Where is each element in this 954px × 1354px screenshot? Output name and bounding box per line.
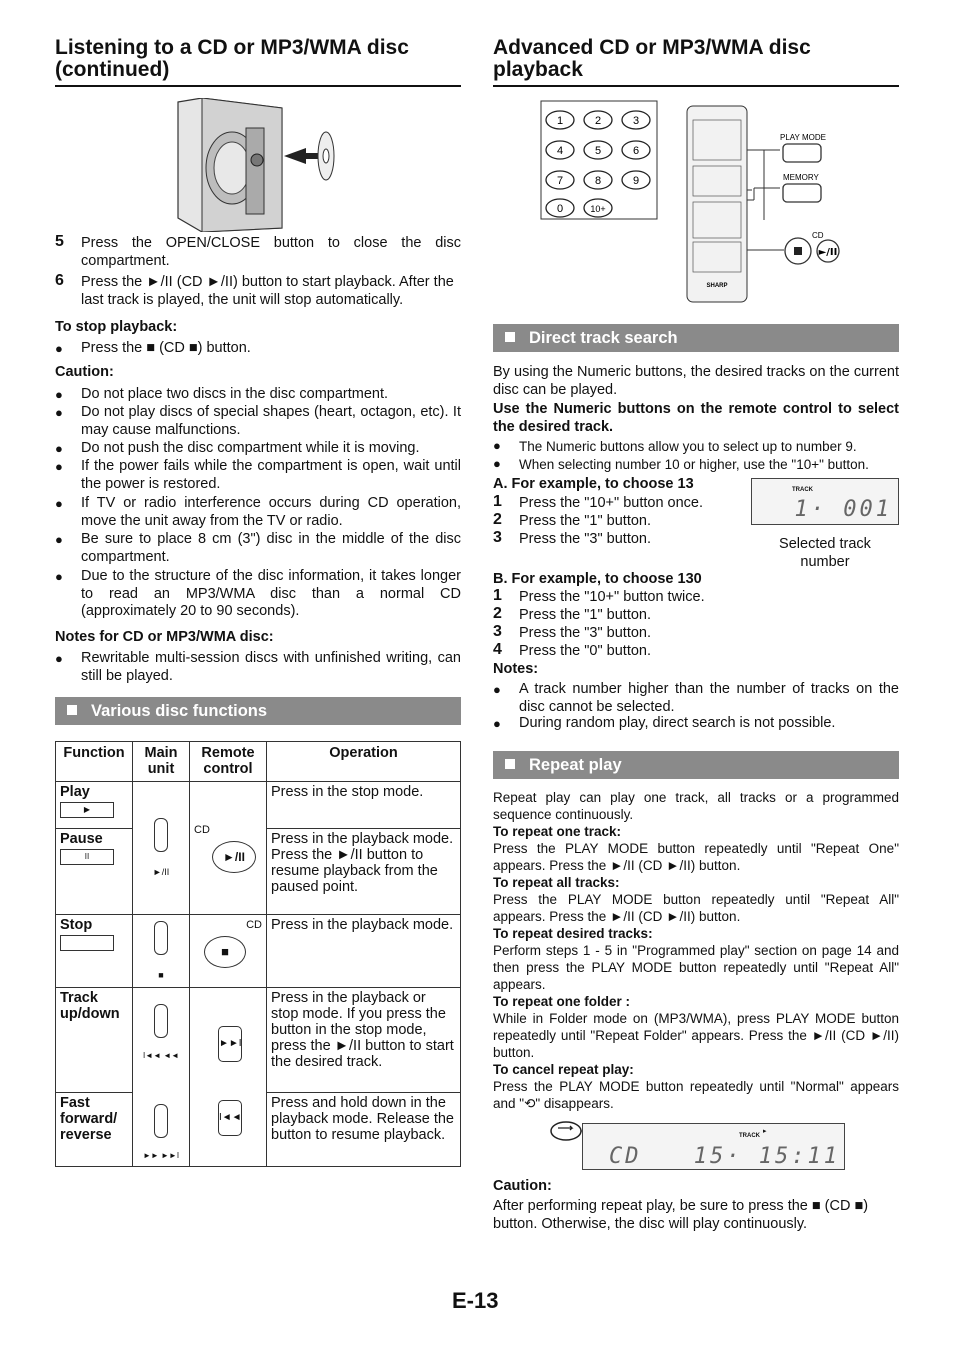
bullet: ● <box>55 405 63 420</box>
caution-item: If the power fails while the compartment is open, wait until the power is restored. <box>81 458 461 492</box>
bullet: ● <box>55 569 63 584</box>
remote-control-illustration <box>540 100 840 305</box>
numeric-key-label: 6 <box>632 145 640 157</box>
bullet: ● <box>55 496 63 511</box>
direct-instruction: Use the Numeric buttons on the remote control to select the desired track. <box>493 401 899 435</box>
example-b-heading: B. For example, to choose 130 <box>493 571 702 587</box>
play-mode-button-icon <box>783 144 821 162</box>
main-unit-stop: ■ <box>133 915 190 988</box>
header-main-unit: Main unit <box>133 742 190 782</box>
row-track: Track up/down <box>56 988 133 1093</box>
bullet: ● <box>55 651 63 666</box>
pause-key-icon: II <box>60 849 114 865</box>
bullet: ● <box>493 716 501 731</box>
step-text: Press the "3" button. <box>519 625 652 641</box>
disc-functions-table <box>55 741 461 1167</box>
various-disc-functions-bar: Various disc functions <box>55 697 461 725</box>
repeat-play-bar: Repeat play <box>493 751 899 779</box>
lcd-caption: Selected track number <box>779 536 871 570</box>
numeric-key-label: 3 <box>632 115 640 127</box>
numeric-key-label: 5 <box>594 145 602 157</box>
header-operation: Operation <box>267 742 461 782</box>
notes-heading: Notes for CD or MP3/WMA disc: <box>55 629 274 645</box>
remote-stop: CD ■ <box>190 915 267 988</box>
header-function: Function <box>56 742 133 782</box>
track-display-lcd: TRACK 1· 001 <box>751 478 899 525</box>
bullet: ● <box>55 532 63 547</box>
numeric-key-label: 8 <box>594 175 602 187</box>
step-number: 2 <box>493 605 502 622</box>
left-section-title: Listening to a CD or MP3/WMA disc (continued) <box>55 37 461 87</box>
bullet: ● <box>55 459 63 474</box>
bullet: ● <box>55 387 63 402</box>
main-unit-button-icon <box>154 818 168 852</box>
stop-key-icon <box>60 935 114 951</box>
note-item: During random play, direct search is not possible. <box>519 715 836 731</box>
numeric-key-label: 10+ <box>590 204 606 214</box>
main-unit-button-icon <box>154 1104 168 1138</box>
direct-bullet-2: When selecting number 10 or higher, use the "10+" button. <box>519 457 869 472</box>
memory-button-icon <box>783 184 821 202</box>
step-text: Press the "1" button. <box>519 513 652 529</box>
repeat-display-lcd: TRACK ▸ CD 15· 15:11 <box>582 1123 845 1170</box>
step-number: 3 <box>493 529 502 546</box>
remote-playpause: CD ►/II <box>190 782 267 915</box>
repeat-indicator-icon <box>548 1118 584 1144</box>
pause-operation: Press in the playback mode. Press the ►/II button to resume playback from the paused point. <box>267 829 461 915</box>
main-unit-track: I◄◄ ◄◄ ►► ►►I <box>133 988 190 1167</box>
note-item: A track number higher than the number of tracks on the disc cannot be selected. <box>519 681 899 715</box>
numeric-key-label: 4 <box>556 145 564 157</box>
row-pause: Pause II <box>56 829 133 915</box>
bullet: ● <box>493 456 501 471</box>
example-a-heading: A. For example, to choose 13 <box>493 476 694 492</box>
step-text: Press the "3" button. <box>519 531 652 547</box>
header-remote: Remote control <box>190 742 267 782</box>
play-mode-label: PLAY MODE <box>780 133 826 142</box>
row-play: Play ▶ <box>56 782 133 829</box>
numeric-key-label: 0 <box>556 203 564 215</box>
right-section-title: Advanced CD or MP3/WMA disc playback <box>493 37 899 87</box>
step-number: 1 <box>493 587 502 604</box>
direct-intro: By using the Numeric buttons, the desired tracks on the current disc can be played. <box>493 364 899 398</box>
bullet: ● <box>55 341 63 356</box>
step-6-text: Press the ►/II (CD ►/II) button to start playback. After the last track is played, the unit will stop automatically. <box>81 274 454 308</box>
repeat-caution-heading: Caution: <box>493 1178 552 1194</box>
step-text: Press the "10+" button once. <box>519 495 704 511</box>
caution-item: Do not push the disc compartment while it is moving. <box>81 440 420 456</box>
remote-track <box>190 988 267 1167</box>
bullet: ● <box>493 438 501 453</box>
caution-item: Due to the structure of the disc information, it takes longer to read an MP3/WMA disc than a normal CD (approximately 20 to 90 seconds). <box>81 568 461 619</box>
next-track-remote-icon: ►►I <box>218 1026 242 1062</box>
main-unit-playpause: ►/II <box>133 782 190 915</box>
repeat-section: Repeat play can play one track, all tracks or a programmed sequence continuously. To repeat one track: Press the PLAY MODE button repeatedly until "Repeat One" appears. Press the ►/II (CD ►/II) button. To repeat all tracks: Press the PLAY MODE button repeatedly until "Repeat All" appears. Press the ►/II (CD ►/II) button. To repeat desired tracks: Perform steps 1 - 5 in "Programmed play" section on page 14 and then press the PLAY MODE button repeatedly until "Repeat All" appears. To repeat one folder : While in Folder mode on (MP3/WMA), press PLAY MODE button repeatedly until "Repeat Folder" appears. Press the ►/II (CD ►/II) button. To cancel repeat play: Press the PLAY MODE button repeatedly until "Normal" appears and "⟲" disappears. <box>493 790 899 1111</box>
step-text: Press the "0" button. <box>519 643 652 659</box>
step-5-text: Press the OPEN/CLOSE button to close the disc compartment. <box>81 235 461 269</box>
notes-item: Rewritable multi-session discs with unfinished writing, can still be played. <box>81 650 461 684</box>
cd-label: CD <box>812 231 824 240</box>
numeric-key-label: 2 <box>594 115 602 127</box>
main-unit-button-icon <box>154 1004 168 1038</box>
playpause-remote-icon: ►/II <box>212 841 256 873</box>
step-6-number: 6 <box>55 272 64 289</box>
cd-unit-illustration <box>170 98 340 232</box>
bullet: ● <box>55 441 63 456</box>
step-number: 1 <box>493 493 502 510</box>
memory-label: MEMORY <box>783 173 819 182</box>
numeric-key-label: 9 <box>632 175 640 187</box>
track-operation: Press in the playback or stop mode. If you press the button in the stop mode, press the ►/II button to start the desired track. <box>267 988 461 1093</box>
page-number: E-13 <box>452 1288 499 1313</box>
ff-operation: Press and hold down in the playback mode. Release the button to resume playback. <box>267 1092 461 1166</box>
caution-item: If TV or radio interference occurs during CD operation, move the unit away from the TV or radio. <box>81 495 461 529</box>
caution-item: Do not play discs of special shapes (heart, octagon, etc). It may cause malfunctions. <box>81 404 461 438</box>
step-number: 3 <box>493 623 502 640</box>
numeric-key-label: 1 <box>556 115 564 127</box>
step-text: Press the "10+" button twice. <box>519 589 705 605</box>
step-number: 4 <box>493 641 502 658</box>
step-5-number: 5 <box>55 233 64 250</box>
row-fast-forward: Fast forward/ reverse <box>56 1092 133 1166</box>
direct-track-search-bar: Direct track search <box>493 324 899 352</box>
caution-heading: Caution: <box>55 364 114 380</box>
main-unit-button-icon <box>154 921 168 955</box>
repeat-caution-text: After performing repeat play, be sure to press the ■ (CD ■) button. Otherwise, the disc will play continuously. <box>493 1198 869 1232</box>
caution-item: Be sure to place 8 cm (3") disc in the middle of the disc compartment. <box>81 531 461 565</box>
caution-item: Do not place two discs in the disc compartment. <box>81 386 389 402</box>
direct-notes-heading: Notes: <box>493 661 539 677</box>
stop-playback-heading: To stop playback: <box>55 319 178 335</box>
stop-playback-item: Press the ■ (CD ■) button. <box>81 340 251 356</box>
direct-bullet-1: The Numeric buttons allow you to select up to number 9. <box>519 439 857 454</box>
remote-brand: SHARP <box>706 283 728 289</box>
prev-track-remote-icon: I◄◄ <box>218 1100 242 1136</box>
stop-operation: Press in the playback mode. <box>267 915 461 988</box>
step-text: Press the "1" button. <box>519 607 652 623</box>
stop-remote-icon: ■ <box>204 936 246 968</box>
numeric-key-label: 7 <box>556 175 564 187</box>
play-key-icon: ▶ <box>60 802 114 818</box>
row-stop: Stop <box>56 915 133 988</box>
svg-text:►/II: ►/II <box>818 247 838 258</box>
bullet: ● <box>493 682 501 697</box>
play-operation: Press in the stop mode. <box>267 782 461 829</box>
step-number: 2 <box>493 511 502 528</box>
